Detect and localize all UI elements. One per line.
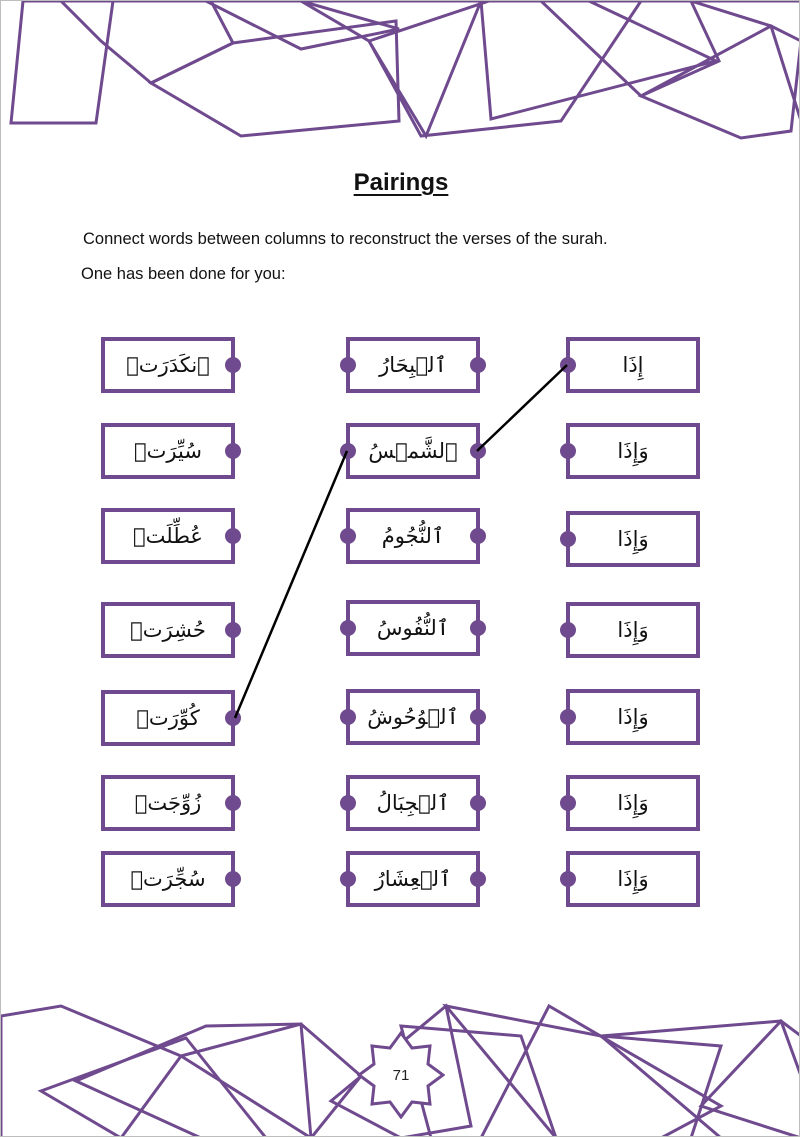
page-title: Pairings	[353, 169, 449, 196]
right-word-label: إِذَا	[622, 353, 644, 377]
connector-dot[interactable]	[560, 357, 576, 373]
connector-dot[interactable]	[560, 531, 576, 547]
connector-dot[interactable]	[560, 622, 576, 638]
connector-dot[interactable]	[340, 620, 356, 636]
connector-dot[interactable]	[470, 357, 486, 373]
connector-dot[interactable]	[470, 871, 486, 887]
connector-dot[interactable]	[560, 795, 576, 811]
left-word-card[interactable]	[101, 851, 235, 907]
middle-word-label: ٱلنُّفُوسُ	[376, 616, 450, 640]
middle-word-label: ٱلۡوُحُوشُ	[367, 705, 459, 729]
right-word-label: وَإِذَا	[617, 527, 649, 551]
connector-dot[interactable]	[225, 443, 241, 459]
connector-dot[interactable]	[340, 871, 356, 887]
connector-dot[interactable]	[225, 710, 241, 726]
connector-dot[interactable]	[470, 795, 486, 811]
left-word-card[interactable]	[101, 337, 235, 393]
connector-dot[interactable]	[340, 795, 356, 811]
middle-word-label: ٱلنُّجُومُ	[381, 524, 445, 548]
left-word-label: سُجِّرَتۡ	[130, 867, 206, 891]
connector-dot[interactable]	[225, 622, 241, 638]
middle-word-card[interactable]	[346, 851, 480, 907]
connector-dot[interactable]	[225, 795, 241, 811]
example-note: One has been done for you:	[81, 265, 286, 283]
connector-dot[interactable]	[470, 528, 486, 544]
middle-word-card[interactable]	[346, 689, 480, 745]
right-word-label: وَإِذَا	[617, 439, 649, 463]
connector-dot[interactable]	[340, 709, 356, 725]
right-word-card[interactable]	[566, 602, 700, 658]
right-word-card[interactable]	[566, 851, 700, 907]
right-word-card[interactable]	[566, 423, 700, 479]
connector-dot[interactable]	[225, 357, 241, 373]
middle-word-card[interactable]	[346, 600, 480, 656]
middle-word-card[interactable]	[346, 775, 480, 831]
connector-dot[interactable]	[560, 709, 576, 725]
connection-line	[235, 451, 347, 718]
right-word-card[interactable]	[566, 337, 700, 393]
left-word-card[interactable]	[101, 602, 235, 658]
right-word-label: وَإِذَا	[617, 791, 649, 815]
left-word-label: كُوِّرَتۡ	[136, 706, 200, 730]
left-word-label: ٱنكَدَرَتۡ	[126, 353, 210, 377]
middle-word-label: ٱلۡجِبَالُ	[376, 791, 450, 815]
connection-line	[477, 365, 567, 451]
left-word-label: سُيِّرَتۡ	[134, 439, 202, 463]
middle-word-label: ٱلشَّمۡسُ	[368, 439, 458, 463]
left-word-card[interactable]	[101, 423, 235, 479]
left-word-card[interactable]	[101, 775, 235, 831]
middle-word-card[interactable]	[346, 508, 480, 564]
connector-dot[interactable]	[470, 709, 486, 725]
connector-dot[interactable]	[560, 871, 576, 887]
right-word-card[interactable]	[566, 775, 700, 831]
right-word-card[interactable]	[566, 689, 700, 745]
left-word-label: حُشِرَتۡ	[130, 618, 206, 642]
connector-dot[interactable]	[560, 443, 576, 459]
connector-dot[interactable]	[225, 871, 241, 887]
connector-dot[interactable]	[225, 528, 241, 544]
left-word-card[interactable]	[101, 508, 235, 564]
middle-word-card[interactable]	[346, 423, 480, 479]
decorative-header-pattern	[1, 1, 800, 151]
left-word-label: زُوِّجَتۡ	[134, 791, 202, 815]
right-word-label: وَإِذَا	[617, 705, 649, 729]
connector-dot[interactable]	[340, 357, 356, 373]
connector-dot[interactable]	[340, 443, 356, 459]
right-word-card[interactable]	[566, 511, 700, 567]
middle-word-card[interactable]	[346, 337, 480, 393]
left-word-card[interactable]	[101, 690, 235, 746]
right-word-label: وَإِذَا	[617, 867, 649, 891]
left-word-label: عُطِّلَتۡ	[133, 524, 203, 548]
connector-dot[interactable]	[470, 443, 486, 459]
page-number: 71	[392, 1066, 410, 1084]
right-word-label: وَإِذَا	[617, 618, 649, 642]
instruction-text: Connect words between columns to reconstruct the verses of the surah.	[83, 230, 608, 248]
connector-dot[interactable]	[470, 620, 486, 636]
connector-dot[interactable]	[340, 528, 356, 544]
middle-word-label: ٱلۡعِشَارُ	[374, 867, 452, 891]
middle-word-label: ٱلۡبِحَارُ	[379, 353, 447, 377]
